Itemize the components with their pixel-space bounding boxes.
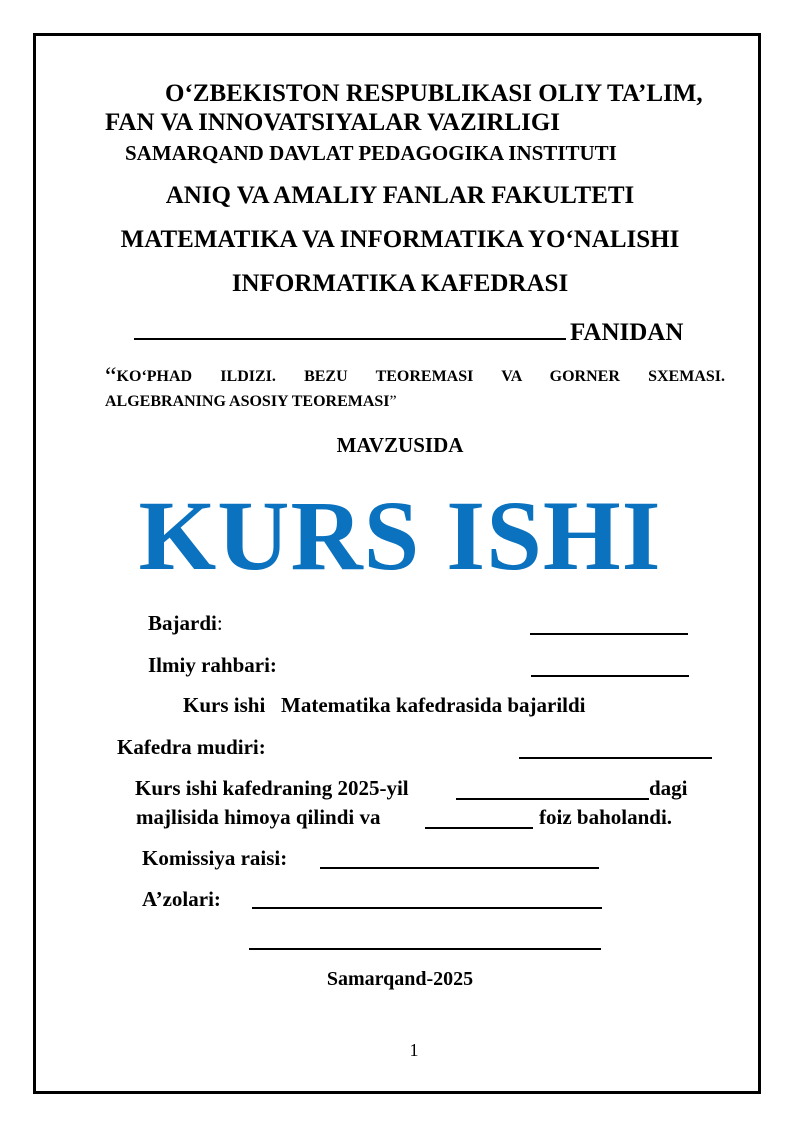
azolari-label: A’zolari:: [142, 887, 221, 911]
defense-date-blank: [456, 798, 649, 800]
defense-line-2-end: foiz baholandi.: [539, 805, 673, 829]
bajardi-label: Bajardi: [148, 611, 217, 635]
bajardi-colon: :: [216, 611, 223, 635]
mudir-blank: [519, 757, 712, 759]
ministry-line-2: FAN VA INNOVATSIYALAR VAZIRLIGI: [105, 109, 561, 136]
ministry-line-1: O‘ZBEKISTON RESPUBLIKASI OLIY TA’LIM,: [165, 80, 703, 107]
done-text: Matematika kafedrasida bajarildi: [281, 693, 586, 717]
azolari-blank-1: [252, 907, 602, 909]
grade-blank: [425, 827, 533, 829]
page-number: 1: [409, 1040, 419, 1060]
defense-line-2: majlisida himoya qilindi va: [136, 805, 381, 829]
open-quote: “: [105, 362, 117, 391]
subject-line: [134, 316, 683, 347]
done-row: [183, 693, 586, 718]
subject-blank: [134, 316, 566, 340]
faculty-name: ANIQ VA AMALIY FANLAR FAKULTETI: [165, 182, 635, 209]
document-title: KURS ISHI: [138, 480, 662, 591]
rahbar-label: Ilmiy rahbari:: [148, 653, 277, 677]
bajardi-blank: [530, 633, 688, 635]
place-year: Samarqand-2025: [326, 968, 474, 990]
done-prefix: Kurs ishi: [183, 693, 266, 717]
defense-line-1: [135, 776, 409, 801]
topic-text: [105, 360, 725, 418]
close-quote: ”: [389, 393, 397, 410]
mavzusida-label: MAVZUSIDA: [336, 433, 464, 457]
topic-line-1: KO‘PHAD ILDIZI. BEZU TEOREMASI VA GORNER SXEMASI.: [116, 368, 725, 385]
topic-line-2: ALGEBRANING ASOSIY TEOREMASI: [105, 393, 390, 410]
komissiya-blank: [320, 867, 599, 869]
rahbar-blank: [531, 675, 689, 677]
institute-name: SAMARQAND DAVLAT PEDAGOGIKA INSTITUTI: [125, 141, 617, 165]
defense-part-2: dagi: [649, 776, 688, 800]
komissiya-label: Komissiya raisi:: [142, 846, 288, 870]
defense-part-1: Kurs ishi kafedraning 2025-yil: [135, 776, 409, 800]
fanidan-label: FANIDAN: [570, 319, 684, 346]
azolari-blank-2: [249, 948, 601, 950]
direction-name: MATEMATIKA VA INFORMATIKA YO‘NALISHI: [120, 226, 680, 253]
department-name: INFORMATIKA KAFEDRASI: [231, 270, 569, 297]
mudir-label: Kafedra mudiri:: [117, 735, 266, 759]
bajardi-row: [148, 611, 223, 636]
